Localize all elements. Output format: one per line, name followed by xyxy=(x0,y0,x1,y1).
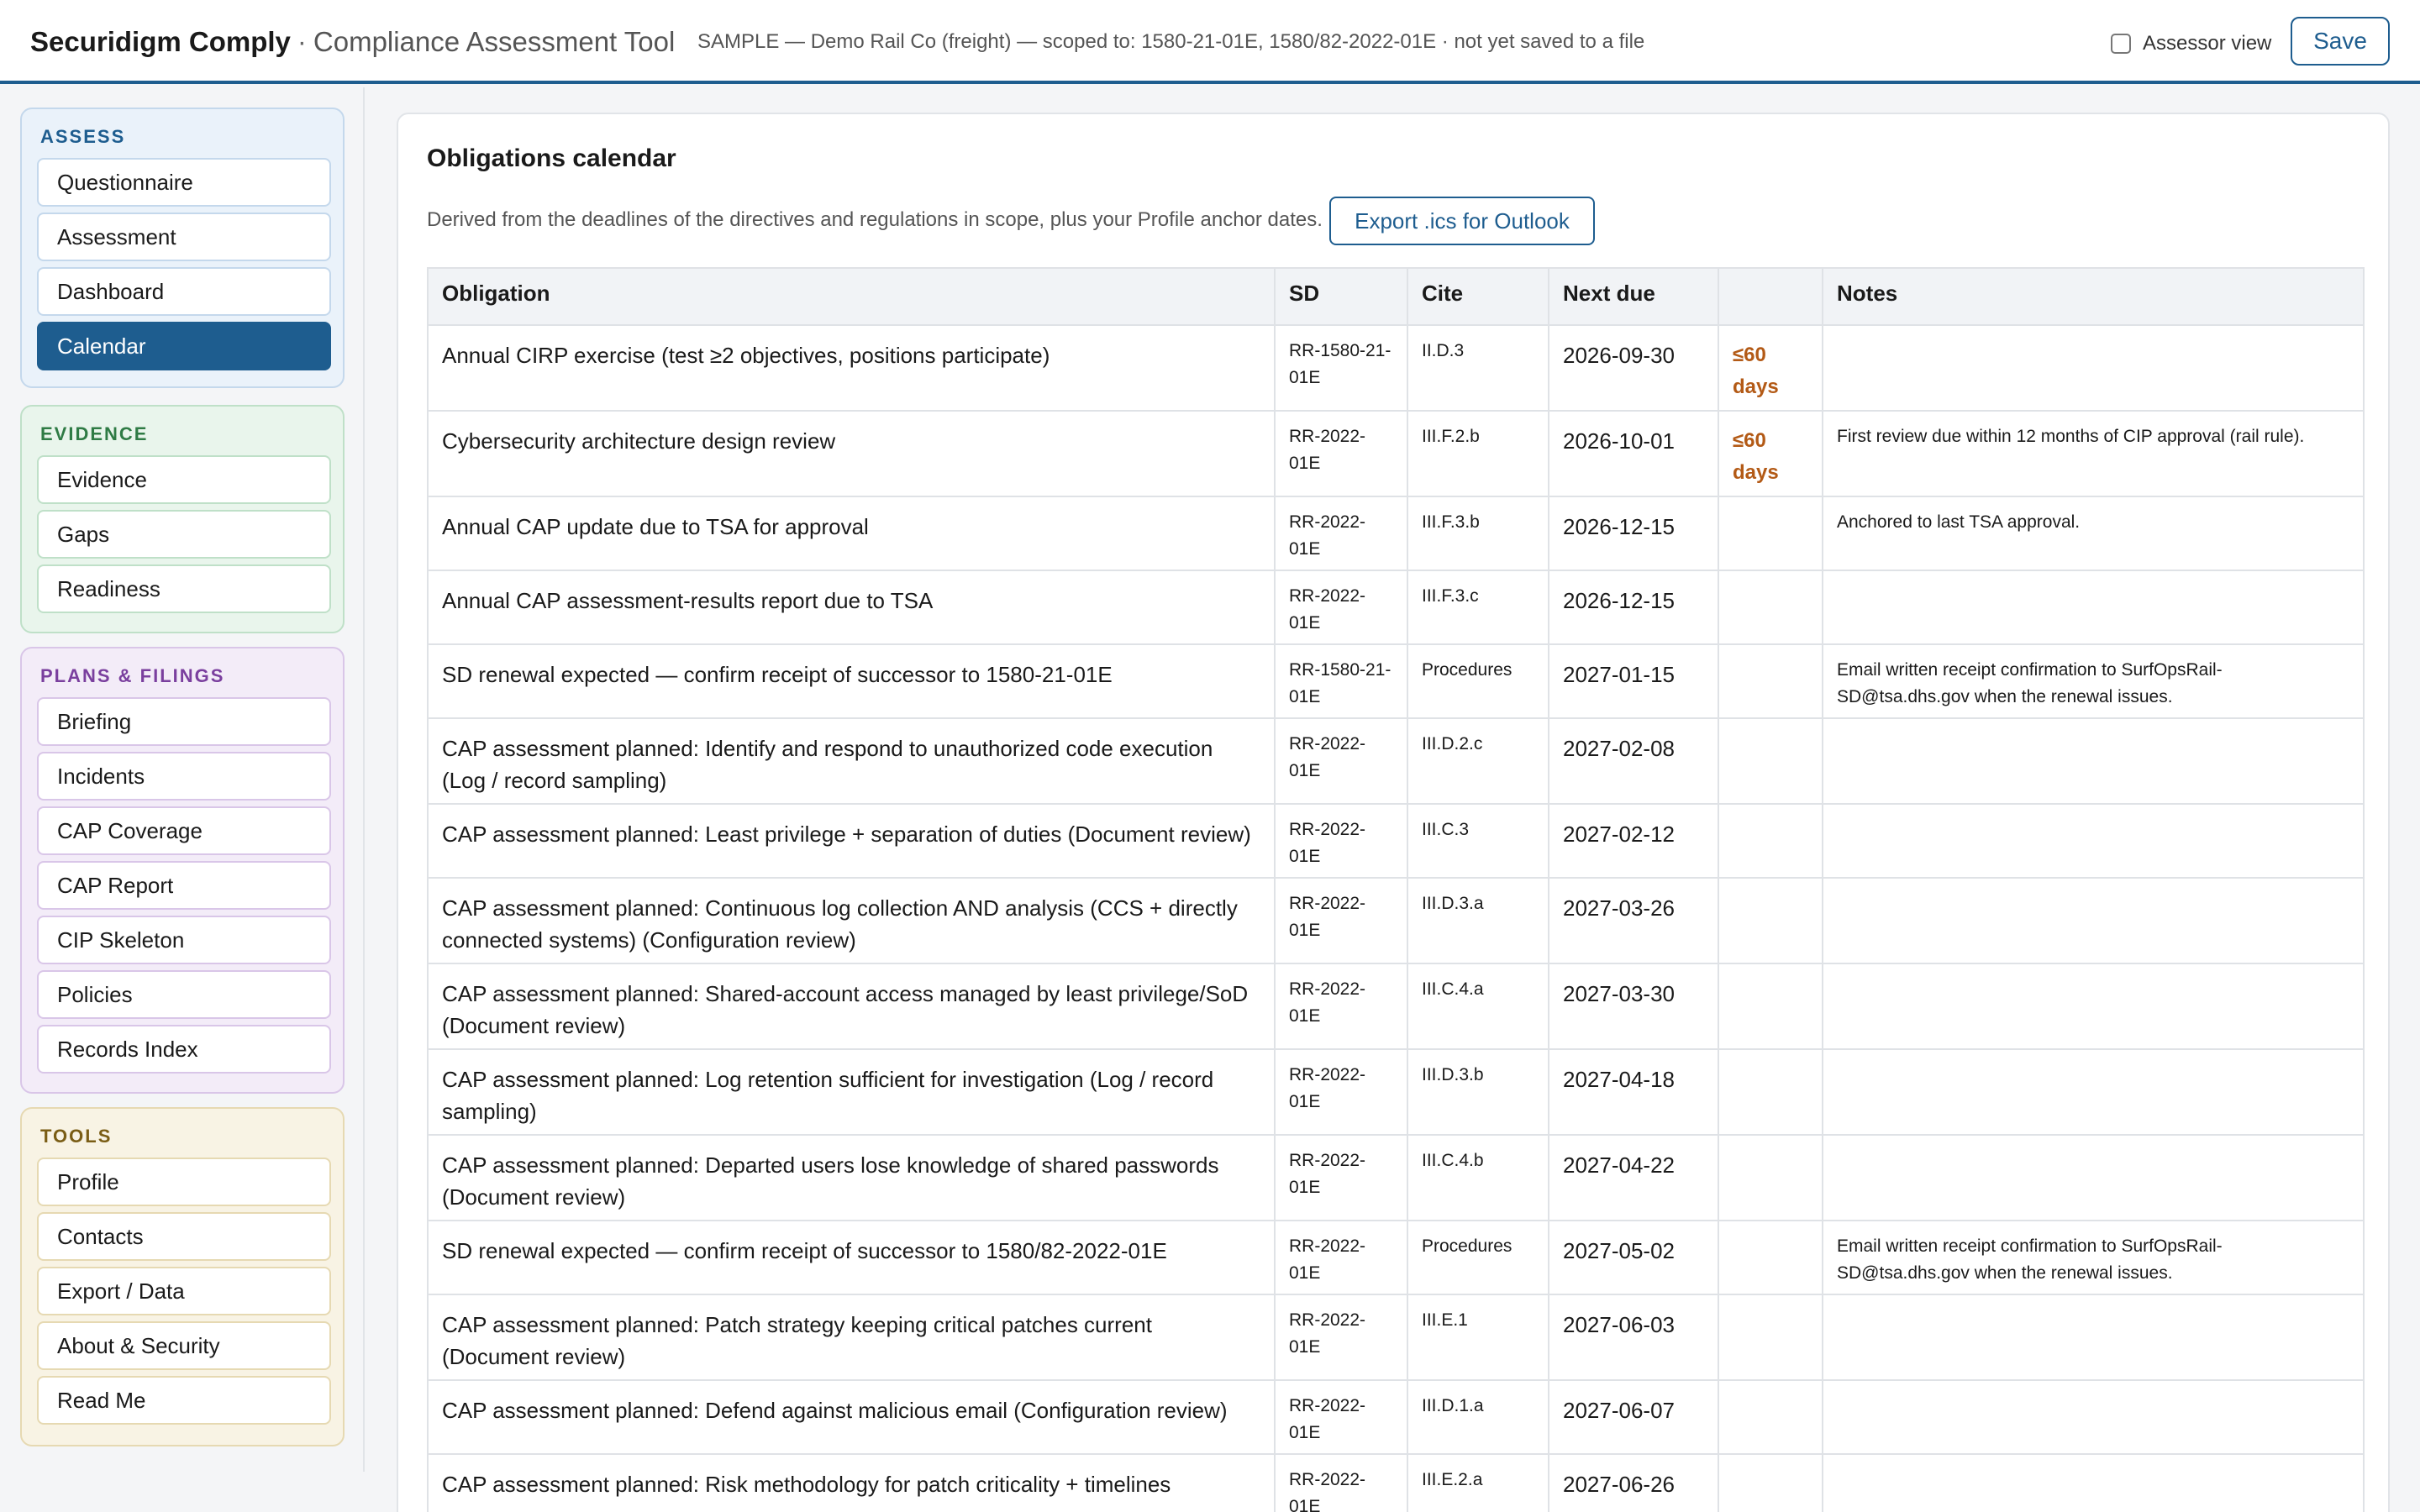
cell-obligation: SD renewal expected — confirm receipt of successor to 1580-21-01E xyxy=(428,644,1275,718)
cell-cite: III.F.3.b xyxy=(1407,496,1549,570)
cell-sd: RR-2022-01E xyxy=(1275,718,1407,804)
cell-next-due: 2027-04-18 xyxy=(1549,1049,1718,1135)
cell-due-flag xyxy=(1718,644,1823,718)
cell-due-flag: ≤60 days xyxy=(1718,411,1823,496)
cell-obligation: Cybersecurity architecture design review xyxy=(428,411,1275,496)
table-row xyxy=(428,1380,2364,1454)
cell-sd: RR-2022-01E xyxy=(1275,496,1407,570)
cell-due-flag xyxy=(1718,1380,1823,1454)
nav-item-questionnaire[interactable]: Questionnaire xyxy=(37,158,331,207)
nav-item-about-security[interactable]: About & Security xyxy=(37,1321,331,1370)
cell-notes: Email written receipt confirmation to SurfOpsRail-SD@tsa.dhs.gov when the renewal issues. xyxy=(1823,1221,2364,1294)
nav-item-cap-coverage[interactable]: CAP Coverage xyxy=(37,806,331,855)
app-header xyxy=(0,0,2420,84)
cell-cite: Procedures xyxy=(1407,1221,1549,1294)
nav-item-export-data[interactable]: Export / Data xyxy=(37,1267,331,1315)
table-row xyxy=(428,1294,2364,1380)
cell-obligation: SD renewal expected — confirm receipt of successor to 1580/82-2022-01E xyxy=(428,1221,1275,1294)
nav-item-dashboard[interactable]: Dashboard xyxy=(37,267,331,316)
cell-cite: II.D.3 xyxy=(1407,325,1549,411)
nav-group-title: TOOLS xyxy=(40,1126,113,1147)
cell-next-due: 2026-12-15 xyxy=(1549,570,1718,644)
cell-sd: RR-2022-01E xyxy=(1275,1135,1407,1221)
table-row xyxy=(428,963,2364,1049)
cell-sd: RR-1580-21-01E xyxy=(1275,325,1407,411)
cell-cite: III.E.2.a xyxy=(1407,1454,1549,1512)
cell-sd: RR-2022-01E xyxy=(1275,1454,1407,1512)
nav-item-policies[interactable]: Policies xyxy=(37,970,331,1019)
nav-group-title: PLANS & FILINGS xyxy=(40,665,225,686)
page-title: Obligations calendar xyxy=(427,144,676,172)
table-row xyxy=(428,804,2364,878)
cell-cite: III.D.2.c xyxy=(1407,718,1549,804)
cell-due-flag xyxy=(1718,1049,1823,1135)
cell-sd: RR-1580-21-01E xyxy=(1275,644,1407,718)
nav-group-title: EVIDENCE xyxy=(40,423,149,444)
sidebar xyxy=(0,87,365,1472)
cell-notes xyxy=(1823,1135,2364,1221)
cell-sd: RR-2022-01E xyxy=(1275,1380,1407,1454)
nav-item-briefing[interactable]: Briefing xyxy=(37,697,331,746)
nav-item-cap-report[interactable]: CAP Report xyxy=(37,861,331,910)
cell-next-due: 2026-12-15 xyxy=(1549,496,1718,570)
cell-due-flag xyxy=(1718,804,1823,878)
table-header-row xyxy=(428,268,2364,325)
cell-due-flag xyxy=(1718,570,1823,644)
cell-notes xyxy=(1823,1454,2364,1512)
column-header-notes: Notes xyxy=(1823,268,2364,325)
cell-notes: First review due within 12 months of CIP approval (rail rule). xyxy=(1823,411,2364,496)
cell-sd: RR-2022-01E xyxy=(1275,411,1407,496)
assessor-view-checkbox[interactable] xyxy=(2111,34,2131,54)
page-description: Derived from the deadlines of the directives and regulations in scope, plus your Profile anchor dates. xyxy=(427,208,1323,231)
nav-item-assessment[interactable]: Assessment xyxy=(37,213,331,261)
app-title xyxy=(30,25,675,59)
cell-next-due: 2027-04-22 xyxy=(1549,1135,1718,1221)
cell-sd: RR-2022-01E xyxy=(1275,1294,1407,1380)
cell-cite: III.D.1.a xyxy=(1407,1380,1549,1454)
nav-item-cip-skeleton[interactable]: CIP Skeleton xyxy=(37,916,331,964)
nav-item-profile[interactable]: Profile xyxy=(37,1158,331,1206)
nav-item-evidence[interactable]: Evidence xyxy=(37,455,331,504)
column-header-cite: Cite xyxy=(1407,268,1549,325)
calendar-panel xyxy=(397,113,2390,1512)
cell-due-flag xyxy=(1718,496,1823,570)
cell-notes xyxy=(1823,804,2364,878)
cell-notes xyxy=(1823,718,2364,804)
table-row xyxy=(428,325,2364,411)
brand-subtitle: Compliance Assessment Tool xyxy=(313,26,676,57)
cell-sd: RR-2022-01E xyxy=(1275,963,1407,1049)
cell-notes: Email written receipt confirmation to SurfOpsRail-SD@tsa.dhs.gov when the renewal issues. xyxy=(1823,644,2364,718)
table-row xyxy=(428,644,2364,718)
save-button[interactable]: Save xyxy=(2291,17,2390,66)
cell-obligation: CAP assessment planned: Departed users lose knowledge of shared passwords (Document review) xyxy=(428,1135,1275,1221)
cell-sd: RR-2022-01E xyxy=(1275,570,1407,644)
cell-next-due: 2026-10-01 xyxy=(1549,411,1718,496)
cell-next-due: 2027-05-02 xyxy=(1549,1221,1718,1294)
nav-item-readiness[interactable]: Readiness xyxy=(37,564,331,613)
cell-due-flag xyxy=(1718,1135,1823,1221)
cell-obligation: Annual CAP update due to TSA for approval xyxy=(428,496,1275,570)
cell-cite: III.C.4.a xyxy=(1407,963,1549,1049)
cell-next-due: 2027-02-12 xyxy=(1549,804,1718,878)
nav-group-tools xyxy=(20,1107,345,1446)
cell-next-due: 2027-03-30 xyxy=(1549,963,1718,1049)
cell-cite: III.F.3.c xyxy=(1407,570,1549,644)
nav-group-assess xyxy=(20,108,345,388)
cell-cite: III.E.1 xyxy=(1407,1294,1549,1380)
cell-obligation: Annual CIRP exercise (test ≥2 objectives, positions participate) xyxy=(428,325,1275,411)
cell-due-flag xyxy=(1718,718,1823,804)
cell-next-due: 2027-06-26 xyxy=(1549,1454,1718,1512)
cell-notes xyxy=(1823,1294,2364,1380)
column-header-flag xyxy=(1718,268,1823,325)
cell-sd: RR-2022-01E xyxy=(1275,1049,1407,1135)
cell-sd: RR-2022-01E xyxy=(1275,804,1407,878)
obligations-table xyxy=(427,267,2365,1512)
cell-obligation: CAP assessment planned: Patch strategy keeping critical patches current (Document review) xyxy=(428,1294,1275,1380)
cell-next-due: 2027-06-03 xyxy=(1549,1294,1718,1380)
cell-notes xyxy=(1823,325,2364,411)
cell-cite: III.C.4.b xyxy=(1407,1135,1549,1221)
cell-due-flag xyxy=(1718,1454,1823,1512)
cell-next-due: 2026-09-30 xyxy=(1549,325,1718,411)
cell-cite: III.C.3 xyxy=(1407,804,1549,878)
nav-item-read-me[interactable]: Read Me xyxy=(37,1376,331,1425)
cell-obligation: CAP assessment planned: Continuous log collection AND analysis (CCS + directly connected systems) (Configuration review) xyxy=(428,878,1275,963)
nav-item-incidents[interactable]: Incidents xyxy=(37,752,331,801)
assessor-view-toggle[interactable] xyxy=(2111,27,2271,60)
table-row xyxy=(428,1454,2364,1512)
cell-due-flag xyxy=(1718,963,1823,1049)
cell-due-flag xyxy=(1718,1221,1823,1294)
cell-notes xyxy=(1823,963,2364,1049)
cell-next-due: 2027-06-07 xyxy=(1549,1380,1718,1454)
column-header-next-due: Next due xyxy=(1549,268,1718,325)
table-row xyxy=(428,878,2364,963)
export-ics-button[interactable]: Export .ics for Outlook xyxy=(1329,197,1595,245)
assessor-view-label: Assessor view xyxy=(2143,32,2272,55)
nav-group-plans-filings xyxy=(20,647,345,1094)
cell-sd: RR-2022-01E xyxy=(1275,878,1407,963)
cell-next-due: 2027-01-15 xyxy=(1549,644,1718,718)
table-row xyxy=(428,411,2364,496)
cell-notes: Anchored to last TSA approval. xyxy=(1823,496,2364,570)
cell-cite: III.D.3.a xyxy=(1407,878,1549,963)
cell-notes xyxy=(1823,1380,2364,1454)
table-row xyxy=(428,1135,2364,1221)
cell-cite: III.F.2.b xyxy=(1407,411,1549,496)
brand-separator: · xyxy=(297,26,307,57)
brand-name: Securidigm Comply xyxy=(30,26,291,57)
cell-next-due: 2027-02-08 xyxy=(1549,718,1718,804)
cell-cite: III.D.3.b xyxy=(1407,1049,1549,1135)
column-header-sd: SD xyxy=(1275,268,1407,325)
table-row xyxy=(428,1221,2364,1294)
nav-item-gaps[interactable]: Gaps xyxy=(37,510,331,559)
nav-item-contacts[interactable]: Contacts xyxy=(37,1212,331,1261)
cell-due-flag: ≤60 days xyxy=(1718,325,1823,411)
assessment-context: SAMPLE — Demo Rail Co (freight) — scoped to: 1580-21-01E, 1580/82-2022-01E · not yet saved to a file xyxy=(697,30,1645,53)
table-row xyxy=(428,718,2364,804)
table-row xyxy=(428,1049,2364,1135)
cell-sd: RR-2022-01E xyxy=(1275,1221,1407,1294)
cell-obligation: Annual CAP assessment-results report due to TSA xyxy=(428,570,1275,644)
cell-obligation: CAP assessment planned: Identify and respond to unauthorized code execution (Log / record sampling) xyxy=(428,718,1275,804)
cell-next-due: 2027-03-26 xyxy=(1549,878,1718,963)
cell-obligation: CAP assessment planned: Log retention sufficient for investigation (Log / record sampling) xyxy=(428,1049,1275,1135)
cell-cite: Procedures xyxy=(1407,644,1549,718)
nav-group-title: ASSESS xyxy=(40,126,126,147)
cell-obligation: CAP assessment planned: Defend against malicious email (Configuration review) xyxy=(428,1380,1275,1454)
table-row xyxy=(428,496,2364,570)
table-row xyxy=(428,570,2364,644)
column-header-obligation: Obligation xyxy=(428,268,1275,325)
cell-notes xyxy=(1823,570,2364,644)
cell-obligation: CAP assessment planned: Risk methodology for patch criticality + timelines xyxy=(428,1454,1275,1512)
nav-item-calendar[interactable]: Calendar xyxy=(37,322,331,370)
cell-due-flag xyxy=(1718,878,1823,963)
cell-obligation: CAP assessment planned: Shared-account access managed by least privilege/SoD (Document review) xyxy=(428,963,1275,1049)
cell-due-flag xyxy=(1718,1294,1823,1380)
cell-notes xyxy=(1823,1049,2364,1135)
nav-item-records-index[interactable]: Records Index xyxy=(37,1025,331,1074)
cell-notes xyxy=(1823,878,2364,963)
cell-obligation: CAP assessment planned: Least privilege + separation of duties (Document review) xyxy=(428,804,1275,878)
nav-group-evidence xyxy=(20,405,345,633)
